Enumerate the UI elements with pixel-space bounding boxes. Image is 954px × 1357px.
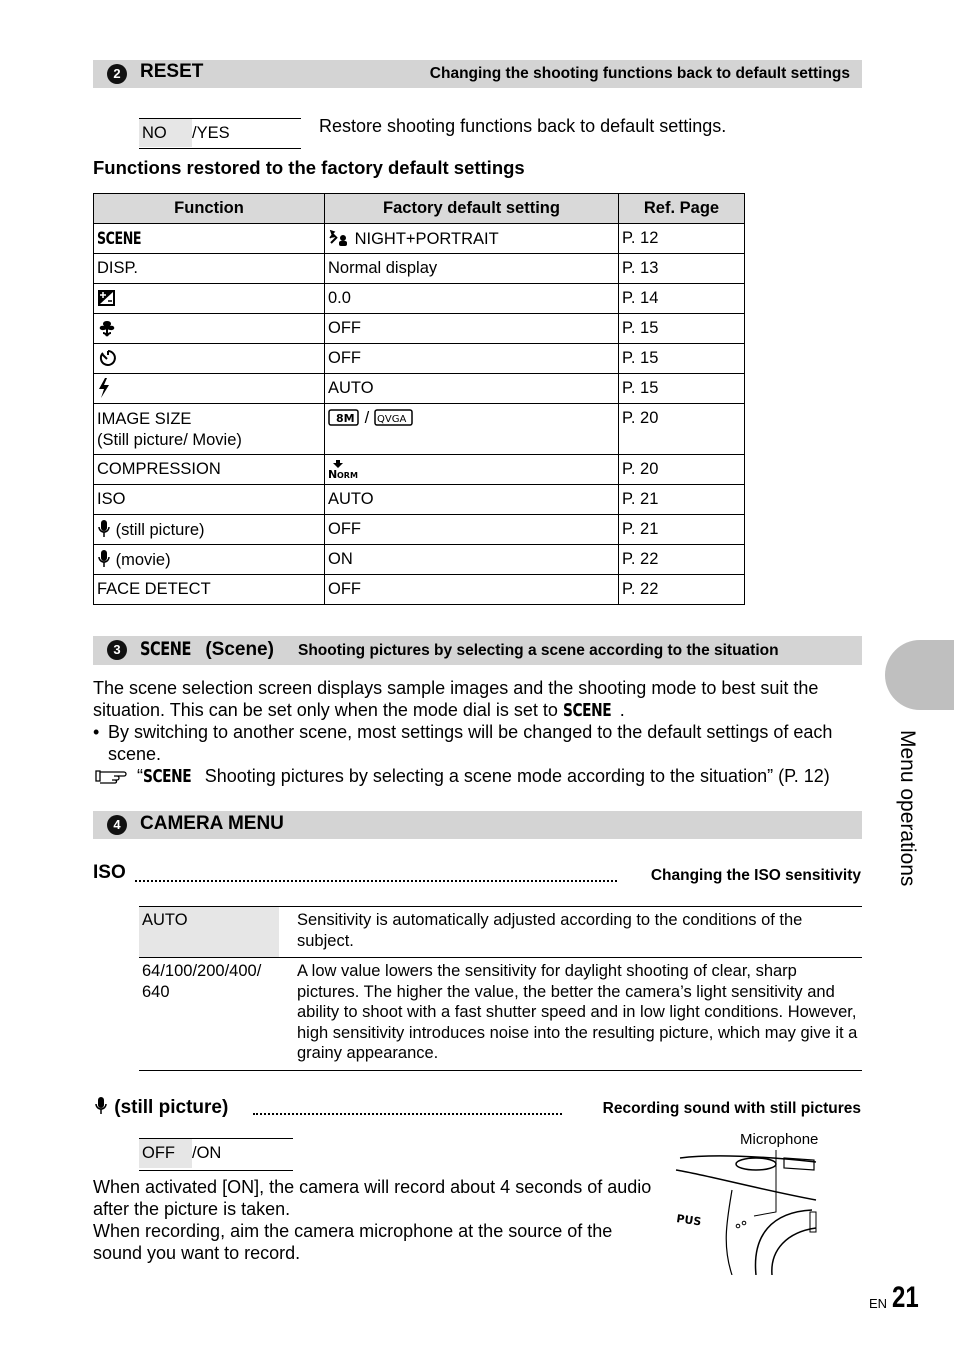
still-option-row [139, 1139, 221, 1169]
scene-para-end: . [619, 700, 625, 720]
ref-page: P. 15 [619, 314, 745, 344]
ref-page: P. 20 [619, 404, 745, 455]
camera-figure [672, 1150, 818, 1275]
column-header-function: Function [94, 194, 325, 224]
still-picture-text: When activated [ON], the camera will record about 4 seconds of audio after the picture is taken. [93, 1177, 652, 1219]
scene-bullet-line2: scene. [108, 744, 162, 764]
reset-option-selected: NO [139, 119, 192, 147]
scene-reference [137, 765, 830, 788]
camera-menu-title: CAMERA MENU [140, 813, 284, 834]
table-row [139, 907, 862, 958]
leader-dots [253, 1113, 562, 1115]
figure-label-microphone: Microphone [740, 1131, 819, 1148]
table-row [94, 485, 745, 515]
ref-page: P. 15 [619, 374, 745, 404]
ref-page: P. 22 [619, 545, 745, 575]
side-tab-label: Menu operations [896, 730, 919, 887]
function-label: COMPRESSION [94, 455, 325, 485]
iso-option-key: AUTO [139, 907, 279, 958]
function-label: IMAGE SIZE [97, 410, 192, 428]
iso-options-table [139, 906, 862, 1071]
microphone-icon [93, 1096, 109, 1116]
table-row [94, 344, 745, 374]
self-timer-icon [97, 349, 117, 367]
ref-page: P. 22 [619, 575, 745, 605]
ref-page: P. 13 [619, 254, 745, 284]
function-label: (still picture) [115, 521, 205, 539]
scene-para-line1: The scene selection screen displays sample images and the shooting mode to best suit the [93, 678, 819, 698]
qvga-icon [374, 409, 414, 426]
still-option-selected: OFF [139, 1139, 192, 1168]
ref-page: P. 20 [619, 455, 745, 485]
8m-icon [328, 409, 360, 426]
ref-page: P. 21 [619, 515, 745, 545]
reset-option-other: /YES [192, 124, 230, 142]
ref-page: P. 14 [619, 284, 745, 314]
default-value: OFF [325, 575, 619, 605]
table-row [94, 455, 745, 485]
function-label: FACE DETECT [94, 575, 325, 605]
table-row [94, 404, 745, 455]
scene-icon: SCENE [562, 700, 612, 721]
scene-para-line2 [93, 699, 625, 722]
scene-subtitle: Shooting pictures by selecting a scene according to the situation [298, 642, 779, 659]
svg-text:QVGA: QVGA [376, 414, 407, 425]
table-row [94, 545, 745, 575]
defaults-table [93, 193, 745, 605]
table-row [94, 374, 745, 404]
default-value: AUTO [325, 485, 619, 515]
table-row [94, 314, 745, 344]
default-value: Normal display [325, 254, 619, 284]
scene-title [140, 638, 274, 661]
section-number-4: 4 [107, 815, 127, 835]
default-value: NIGHT+PORTRAIT [354, 229, 499, 248]
ref-page: P. 12 [619, 224, 745, 254]
camera-brand-logo: PUS [675, 1212, 703, 1229]
norm-icon [328, 459, 360, 479]
microphone-icon [97, 519, 111, 539]
default-value: 0.0 [325, 284, 619, 314]
default-value: OFF [325, 344, 619, 374]
microphone-icon [97, 549, 111, 569]
scene-icon: SCENE [140, 638, 192, 660]
iso-option-description: A low value lowers the sensitivity for daylight shooting of clear, sharp pictures. The higher the value, the better the camera’s light sensitivity and ability to shoot with a fast shutter speed and in low light conditions. However, high sensitivity introduces noise into the resulting picture, which may give it a grainy appearance. [297, 962, 858, 1062]
table-row [94, 515, 745, 545]
column-header-default: Factory default setting [325, 194, 619, 224]
svg-text:ORM: ORM [337, 471, 358, 479]
ref-page: P. 15 [619, 344, 745, 374]
table-row [139, 958, 862, 1071]
reference-hand-icon [95, 768, 129, 789]
exposure-compensation-icon [97, 289, 117, 307]
footer-language: EN [869, 1296, 888, 1311]
svg-text:N: N [328, 468, 338, 479]
section-number-2: 2 [107, 64, 127, 84]
default-value: / [364, 409, 370, 427]
defaults-table-header [94, 194, 745, 224]
night-portrait-icon [328, 229, 350, 247]
function-label-line2: (Still picture/ Movie) [97, 431, 242, 449]
iso-subtitle: Changing the ISO sensitivity [650, 867, 861, 884]
page-number: 21 [892, 1281, 919, 1314]
default-value: OFF [325, 314, 619, 344]
iso-option-description: Sensitivity is automatically adjusted according to the conditions of the subject. [297, 911, 803, 950]
defaults-table-heading: Functions restored to the factory default settings [93, 157, 525, 178]
function-label: (movie) [115, 551, 171, 569]
macro-icon [97, 319, 117, 337]
iso-heading: ISO [93, 862, 126, 883]
default-value: AUTO [325, 374, 619, 404]
scene-para-text: situation. This can be set only when the mode dial is set to [93, 700, 558, 720]
default-value: OFF [325, 515, 619, 545]
table-row [94, 284, 745, 314]
still-picture-label: (still picture) [114, 1097, 229, 1118]
scene-icon: SCENE [97, 228, 142, 248]
reset-option-row [139, 119, 301, 148]
function-label: DISP. [94, 254, 325, 284]
function-label: ISO [94, 485, 325, 515]
iso-option-key: 64/100/200/400/ 640 [142, 962, 262, 1001]
ref-page: P. 21 [619, 485, 745, 515]
quote-open: “ [137, 766, 143, 786]
still-picture-text-2: When recording, aim the camera microphone at the source of the sound you want to record. [93, 1221, 613, 1263]
scene-reference-text: Shooting pictures by selecting a scene mode according to the situation” (P. 12) [204, 766, 830, 786]
table-row [94, 575, 745, 605]
table-row [94, 224, 745, 254]
table-row [94, 254, 745, 284]
still-picture-heading [93, 1096, 228, 1119]
scene-bullet-line1: By switching to another scene, most settings will be changed to the default settings of each [108, 722, 833, 742]
reset-description: Restore shooting functions back to default settings. [319, 116, 727, 136]
still-option-other: /ON [192, 1144, 222, 1162]
leader-dots [135, 880, 617, 882]
scene-title-text: (Scene) [205, 639, 274, 660]
svg-text:8M: 8M [336, 412, 355, 425]
bullet-marker: • [93, 722, 100, 742]
reset-subtitle: Changing the shooting functions back to default settings [429, 65, 850, 82]
column-header-ref-page: Ref. Page [619, 194, 745, 224]
flash-icon [97, 378, 111, 398]
side-tab [885, 640, 954, 710]
section-number-3: 3 [107, 640, 127, 660]
reset-title: RESET [140, 61, 204, 82]
still-picture-subtitle: Recording sound with still pictures [602, 1100, 861, 1117]
scene-icon: SCENE [143, 766, 192, 787]
default-value: ON [325, 545, 619, 575]
